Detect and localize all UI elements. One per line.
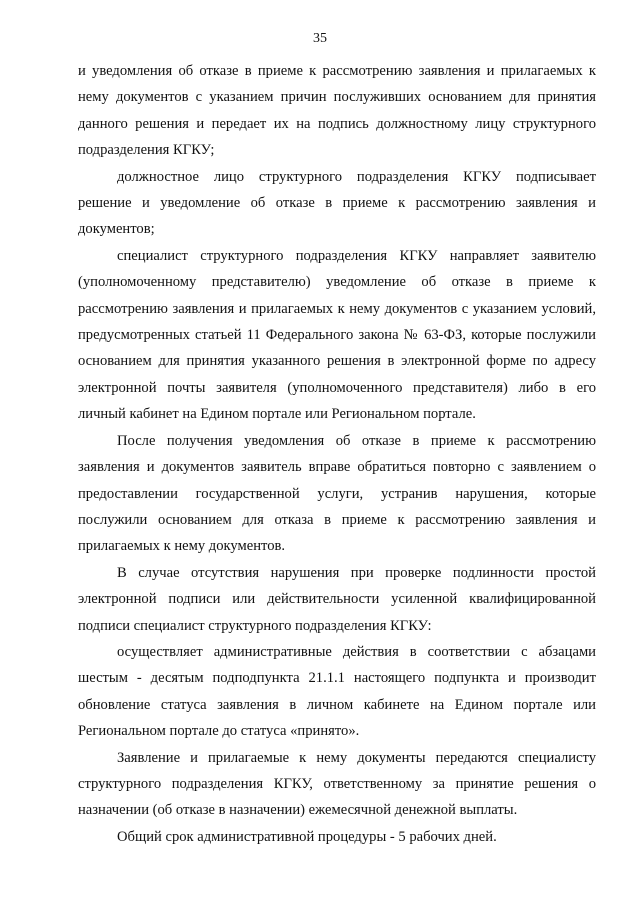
paragraph: специалист структурного подразделения КГКУ направляет заявителю (уполномоченному представителю) уведомление об отказе в приеме к рассмотрению заявления и прилагаемых к нему документов с указанием условий, предусмотренных статьей 11 Федерального закона № 63-ФЗ, которые послужили основанием для принятия указанного решения в электронной форме по адресу электронной почты заявителя (уполномоченного представителя) либо в его личный кабинет на Едином портале или Региональном портале. <box>78 247 596 423</box>
paragraph: Общий срок административной процедуры - 5 рабочих дней. <box>117 828 497 845</box>
paragraph: После получения уведомления об отказе в приеме к рассмотрению заявления и документов заявитель вправе обратиться повторно с заявлением о предоставлении государственной услуги, устранив нарушения, которые послужили основанием для отказа в приеме к рассмотрению заявления и прилагаемых к нему документов. <box>78 432 596 555</box>
paragraph: должностное лицо структурного подразделения КГКУ подписывает решение и уведомление об отказе в приеме к рассмотрению заявления и документов; <box>78 168 596 238</box>
document-body <box>78 58 596 850</box>
paragraph: В случае отсутствия нарушения при проверке подлинности простой электронной подписи или действительности усиленной квалифицированной подписи специалист структурного подразделения КГКУ: <box>78 564 596 634</box>
paragraph: Заявление и прилагаемые к нему документы передаются специалисту структурного подразделения КГКУ, ответственному за принятие решения о назначении (об отказе в назначении) ежемесячной денежной выплаты. <box>78 749 596 819</box>
page-number: 35 <box>313 31 327 46</box>
paragraph: осуществляет административные действия в соответствии с абзацами шестым - десятым подподпункта 21.1.1 настоящего подпункта и производит обновление статуса заявления в личном кабинете на Едином портале или Региональном портале до статуса «принято». <box>78 643 596 740</box>
paragraph-continuation: и уведомления об отказе в приеме к рассмотрению заявления и прилагаемых к нему документов с указанием причин послуживших основанием для принятия данного решения и передает их на подпись должностному лицу структурного подразделения КГКУ; <box>78 63 596 159</box>
